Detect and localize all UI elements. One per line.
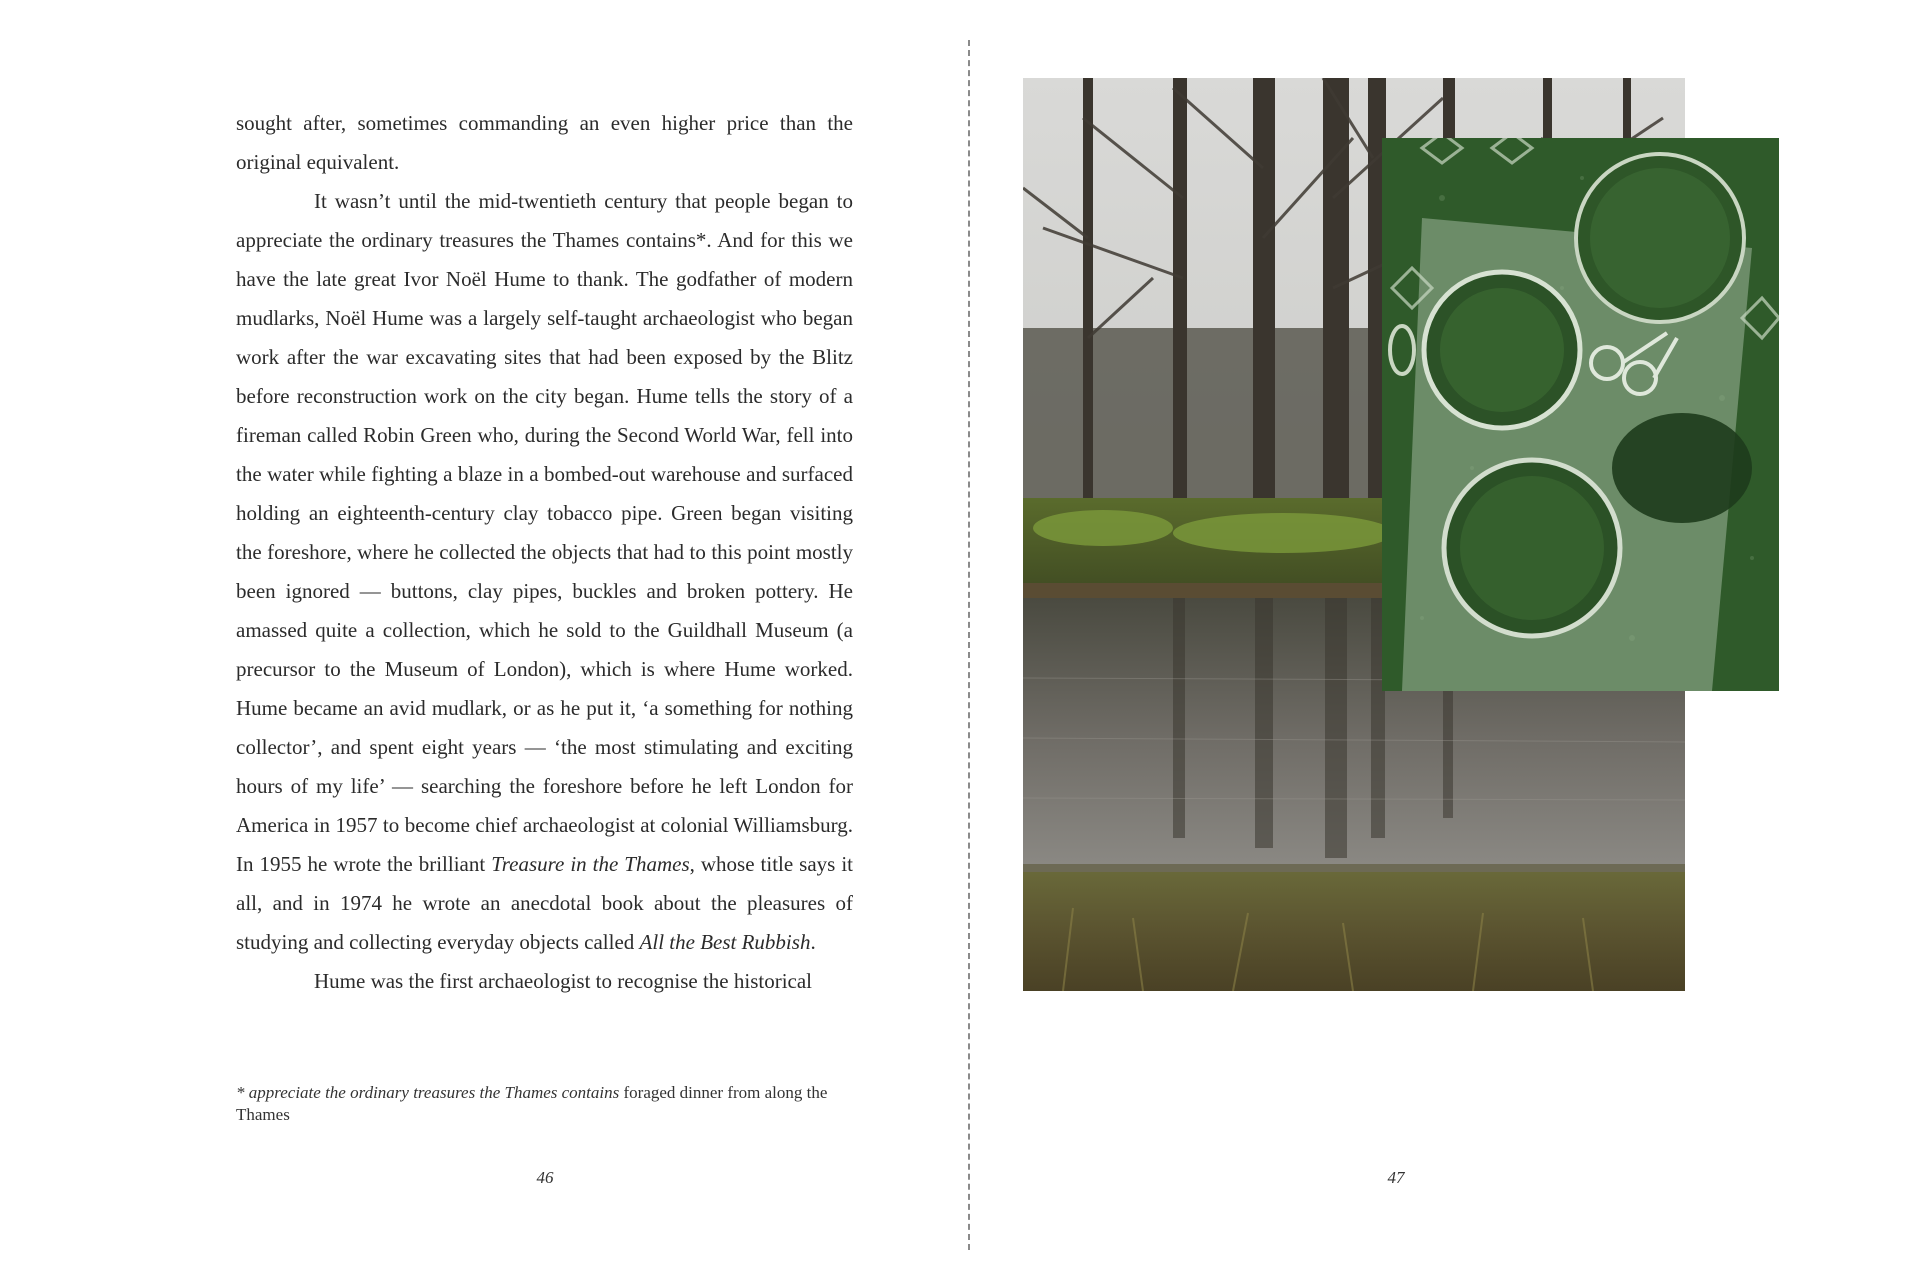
body-paragraph [236,182,853,962]
page-fold-divider [968,40,970,1250]
page-number-right: 47 [1387,1168,1405,1187]
paragraph-text: , whose title says it all, and in 1974 he wrote an anecdotal book about the pleasures of studying and collecting everyday objects called [236,852,853,954]
paragraph-text: sought after, sometimes commanding an even higher price than the original equivalent. [236,111,853,174]
footnote-reference: * appreciate the ordinary treasures the Thames contains [236,1083,620,1102]
page-number-left: 46 [536,1168,554,1187]
body-paragraph [236,104,853,182]
paragraph-text: Hume was the first archaeologist to recognise the historical [314,969,813,993]
footnote [236,1082,853,1126]
book-title: Treasure in the Thames [491,852,690,876]
paragraph-text: It wasn’t until the mid-twentieth century that people began to appreciate the ordinary treasures the Thames contains*. And for this we have the late great Ivor Noël Hume to thank. The godfather of modern mudlarks, Noël Hume was a largely self-taught archaeologist who began work after the war excavating sites that had been exposed by the Blitz before reconstruction work on the city began. Hume tells the story of a fireman called Robin Green who, during the Second World War, fell into the water while fighting a blaze in a bombed-out warehouse and surfaced holding an eighteenth-century clay tobacco pipe. Green began visiting the foreshore, where he collected the objects that had to this point mostly been ignored — buttons, clay pipes, buckles and broken pottery. He amassed quite a collection, which he sold to the Guildhall Museum (a precursor to the Museum of London), which is where Hume worked. Hume became an avid mudlark, or as he put it, ‘a something for nothing collector’, and spent eight years — ‘the most stimulating and exciting hours of my life’ — searching the foreshore before he left London for America in 1957 to become chief archaeologist at colonial Williamsburg. In 1955 he wrote the brilliant [236,189,853,876]
green-foraged-dinner-photograph [1382,138,1779,691]
book-title: All the Best Rubbish [639,930,811,954]
paragraph-text: . [810,930,816,954]
body-text [236,104,853,1001]
footnote-text: foraged dinner from along the Thames [236,1083,828,1124]
body-paragraph [236,962,853,1001]
